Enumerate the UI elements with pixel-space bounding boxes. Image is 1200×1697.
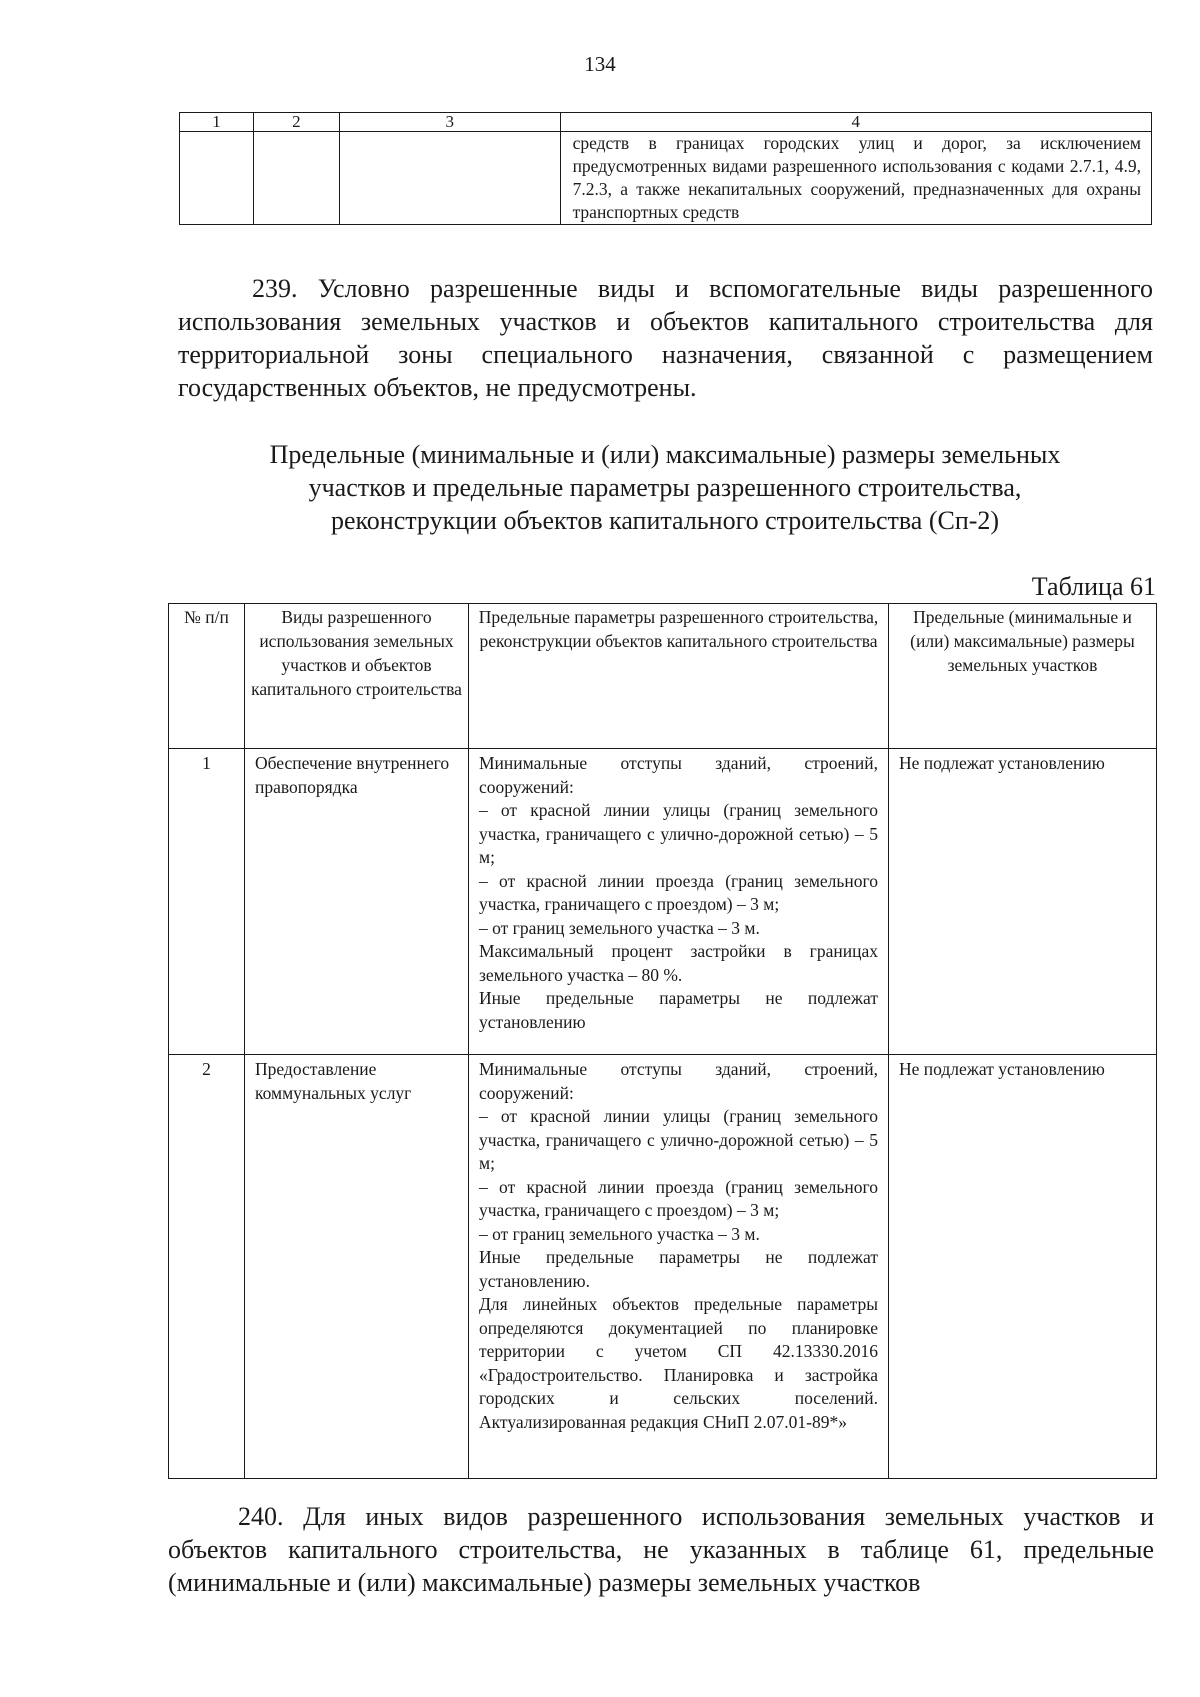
header-plot-sizes: Предельные (минимальные и (или) максимальные) размеры земельных участков: [889, 604, 1157, 749]
row-use-type: Обеспечение внутреннего правопорядка: [245, 749, 469, 1055]
section-heading-line: Предельные (минимальные и (или) максимальные) размеры земельных: [269, 440, 1061, 469]
table-header-row: [169, 604, 1157, 749]
column-number-1: 1: [180, 113, 254, 132]
section-heading-line: реконструкции объектов капитального строительства (Сп-2): [330, 506, 1000, 535]
header-number: № п/п: [169, 604, 245, 749]
empty-cell: [339, 132, 560, 225]
column-number-3: 3: [339, 113, 560, 132]
continuation-table: [179, 112, 1152, 225]
paragraph-240: 240. Для иных видов разрешенного использования земельных участков и объектов капитального строительства, не указанных в таблице 61, предельные (минимальные и (или) максимальные) размеры земельных участков: [168, 1502, 1154, 1597]
section-heading-line: участков и предельные параметры разрешенного строительства,: [308, 473, 1022, 502]
row-number: 1: [169, 749, 245, 1055]
row-use-type: Предоставление коммунальных услуг: [245, 1055, 469, 1479]
row-parameters: Минимальные отступы зданий, строений, сооружений: – от красной линии улицы (границ земельного участка, граничащего с улично-дорожной сетью) – 5 м; – от красной линии проезда (границ земельного участка, граничащего с проездом) – 3 м; – от границ земельного участка – 3 м. Иные предельные параметры не подлежат установлению. Для линейных объектов предельные параметры определяются документацией по планировке территории с учетом СП 42.13330.2016 «Градостроительство. Планировка и застройка городских и сельских поселений. Актуализированная редакция СНиП 2.07.01-89*»: [469, 1055, 889, 1479]
section-heading: [160, 438, 1170, 537]
column-number-2: 2: [253, 113, 339, 132]
header-use-type: Виды разрешенного использования земельных участков и объектов капитального строительства: [245, 604, 469, 749]
column-number-4: 4: [560, 113, 1151, 132]
row-plot-sizes: Не подлежат установлению: [889, 749, 1157, 1055]
continuation-table-header-row: [180, 113, 1152, 132]
row-parameters: Минимальные отступы зданий, строений, сооружений: – от красной линии улицы (границ земельного участка, граничащего с улично-дорожной сетью) – 5 м; – от красной линии проезда (границ земельного участка, граничащего с проездом) – 3 м; – от границ земельного участка – 3 м. Максимальный процент застройки в границах земельного участка – 80 %. Иные предельные параметры не подлежат установлению: [469, 749, 889, 1055]
table-row: [169, 749, 1157, 1055]
table-row: [180, 132, 1152, 225]
row-plot-sizes: Не подлежат установлению: [889, 1055, 1157, 1479]
row-number: 2: [169, 1055, 245, 1479]
header-parameters: Предельные параметры разрешенного строительства, реконструкции объектов капитального строительства: [469, 604, 889, 749]
empty-cell: [253, 132, 339, 225]
continuation-text: средств в границах городских улиц и дорог, за исключением предусмотренных видами разрешенного использования с кодами 2.7.1, 4.9, 7.2.3, а также некапитальных сооружений, предназначенных для охраны транспортных средств: [560, 132, 1151, 225]
table-label: Таблица 61: [1031, 572, 1156, 601]
page-number: 134: [584, 52, 616, 76]
empty-cell: [180, 132, 254, 225]
table-row: [169, 1055, 1157, 1479]
paragraph-239: 239. Условно разрешенные виды и вспомогательные виды разрешенного использования земельных участков и объектов капитального строительства для территориальной зоны специального назначения, связанной с размещением государственных объектов, не предусмотрены.: [178, 274, 1153, 402]
limit-parameters-table: [168, 603, 1157, 1479]
